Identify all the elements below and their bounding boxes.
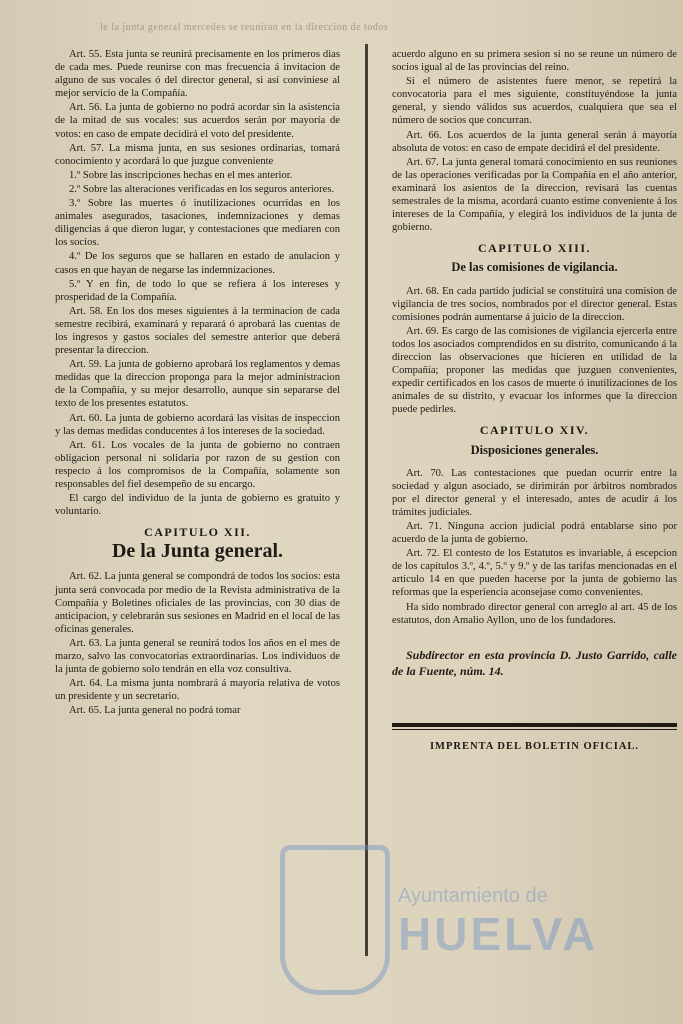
article-72: Art. 72. El contesto de los Estatutos es invariable, á escepcion de los capítulos 3.º, 4.º, 5.º y 9.º y de las tarifas mencionadas en el artículo 14 en que pueden hacerse por la junta de gobierno las reformas que la esperiencia aconsejase como convenientes. xyxy=(392,548,677,599)
left-column xyxy=(55,48,340,719)
column-divider xyxy=(365,44,368,956)
article-64: Art. 64. La misma junta nombrará á mayoría relativa de votos un presidente y un secretario. xyxy=(55,678,340,703)
chapter-13-heading: CAPITULO XIII. xyxy=(477,241,591,256)
article-59: Art. 59. La junta de gobierno aprobará los reglamentos y demas medidas que la direccion proponga para la mejor administracion de la Compañía, y su mejor desarrollo, aunque sin separarse del texto de los presentes estatutos. xyxy=(55,359,340,410)
article-55: Art. 55. Esta junta se reunirá precisamente en los primeros dias de cada mes. Puede reunirse con mas frecuencia á invitacion de alguno de sus vocales ó del director general, si así conviniese al mejor servicio de la Compañía. xyxy=(55,49,340,100)
watermark-line-2: HUELVA xyxy=(398,908,599,960)
chapter-12-title: De la Junta general. xyxy=(111,540,284,563)
article-63: Art. 63. La junta general se reunirá todos los años en el mes de marzo, salvo las convocatorias extraordinarias. Los individuos de la junta de gobierno solo tendrán en ella voz consultiva. xyxy=(55,637,340,676)
article-67: Art. 67. La junta general tomará conocimiento en sus reuniones de las operaciones verificadas por la Compañía en el año anterior, examinará los asientos de la direccion, revisará las cuentas semestrales de la misma, acordará cuanto estime conveniente á los intereses de la Compañía, y elegirá los individuos de la junta de gobierno. xyxy=(392,156,677,234)
director-appointment: Ha sido nombrado director general con arreglo al art. 45 de los estatutos, don Amalio Ayllon, uno de los fundadores. xyxy=(392,601,677,626)
chapter-13-title: De las comisiones de vigilancia. xyxy=(451,260,618,275)
article-70: Art. 70. Las contestaciones que puedan ocurrir entre la sociedad y algun asociado, se dirimirán por árbitros nombrados por el director general y el interesado, antes de acudir á los trámites judiciales. xyxy=(392,467,677,518)
watermark-line-1: Ayuntamiento de xyxy=(398,885,548,907)
article-56: Art. 56. La junta de gobierno no podrá acordar sin la asistencia de la mitad de sus vocales: sus acuerdos serán por mayoría de votos: en caso de empate decidirá el voto del presidente. xyxy=(55,102,340,140)
footer-rule-thin xyxy=(392,729,677,730)
article-62: Art. 62. La junta general se compondrá de todos los socios: esta junta será convocada por medio de la Revista administrativa de la Compañía y Boletines oficiales de las provincias, con 30 dias de anticipacion, y celebrarán sus sesiones en Madrid en el local de las oficinas generales. xyxy=(55,571,340,635)
article-66: Art. 66. Los acuerdos de la junta general serán á mayoría absoluta de votos: en caso de empate decidirá el del presidente. xyxy=(392,129,677,154)
item-5: 5.º Y en fin, de todo lo que se refiera á los intereses y prosperidad de la Compañía. xyxy=(55,278,340,303)
article-57: Art. 57. La misma junta, en sus sesiones ordinarias, tomará conocimiento y acordará lo que juzgue conveniente xyxy=(55,142,340,167)
archive-watermark xyxy=(280,835,660,1015)
chapter-14-title: Disposiciones generales. xyxy=(470,442,599,457)
item-3: 3.º Sobre las muertes ó inutilizaciones ocurridas en los animales asegurados, tasaciones, indemnizaciones y demas diligencias á que dieron lugar, y contestaciones que mediaren con los socios. xyxy=(55,198,340,249)
right-column xyxy=(392,48,677,753)
article-60: Art. 60. La junta de gobierno acordará las visitas de inspeccion y las demas medidas conducentes á los intereses de la sociedad. xyxy=(55,412,340,437)
item-1: 1.º Sobre las inscripciones hechas en el mes anterior. xyxy=(69,169,293,181)
item-4: 4.º De los seguros que se hallaren en estado de anulacion y casos en que hayan de negarse las indemnizaciones. xyxy=(55,251,340,276)
bleed-through-text: le la junta general mercedes se reuniran en la direccion de todos xyxy=(100,22,389,33)
cargo-paragraph: El cargo del individuo de la junta de gobierno es gratuito y voluntario. xyxy=(55,493,340,518)
article-65-continued: acuerdo alguno en su primera sesion si no se reune un número de socios igual al de las provincias del reino. xyxy=(392,49,677,74)
article-61: Art. 61. Los vocales de la junta de gobierno no contraen obligacion personal ni solidaria por razon de su gestion con respecto á los compromisos de la Compañía, solamente son responsables del fiel desempeño de su encargo. xyxy=(55,439,340,490)
chapter-14-heading: CAPITULO XIV. xyxy=(479,423,590,438)
article-69: Art. 69. Es cargo de las comisiones de vigilancia ejercerla entre todos los asociados comprendidos en su distrito, comunicando á la direccion las observaciones que hicieren en utilidad de la Compañía; proponer las medidas que juzguen convenientes, expedir certificados en los casos de muerte ó inutilizaciones de los animales de su distrito, y evacuar los informes que la direccion puede pedirles. xyxy=(392,325,677,416)
article-65: Art. 65. La junta general no podrá tomar xyxy=(69,705,241,717)
chapter-12-heading: CAPITULO XII. xyxy=(144,525,251,540)
footer-rule-thick xyxy=(392,723,677,727)
coat-of-arms-icon xyxy=(280,845,390,995)
article-58: Art. 58. En los dos meses siguientes á la terminacion de cada semestre recibirá, examinará y reparará ó aprobará las cuentas de los ingresos y gastos sociales del semestre anterior que deberá presentar la direccion. xyxy=(55,305,340,357)
article-68: Art. 68. En cada partido judicial se constituirá una comision de vigilancia de tres socios, nombrados por el director general. Estas comisiones podrán aumentarse á juicio de la direccion. xyxy=(392,285,677,323)
printer-imprint: IMPRENTA DEL BOLETIN OFICIAL. xyxy=(429,740,640,752)
quorum-paragraph: Si el número de asistentes fuere menor, se repetirá la convocatoria para el mes siguiente, constituyéndose la junta general, y siendo válidos sus acuerdos, cualquiera que sea el número de socios que concurran. xyxy=(392,76,677,127)
item-2: 2.º Sobre las alteraciones verificadas en los seguros anteriores. xyxy=(69,183,335,195)
subdirector-signature: Subdirector en esta provincia D. Justo Garrido, calle de la Fuente, núm. 14. xyxy=(392,647,677,678)
article-71: Art. 71. Ninguna accion judicial podrá entablarse sino por acuerdo de la junta de gobierno. xyxy=(392,521,677,546)
